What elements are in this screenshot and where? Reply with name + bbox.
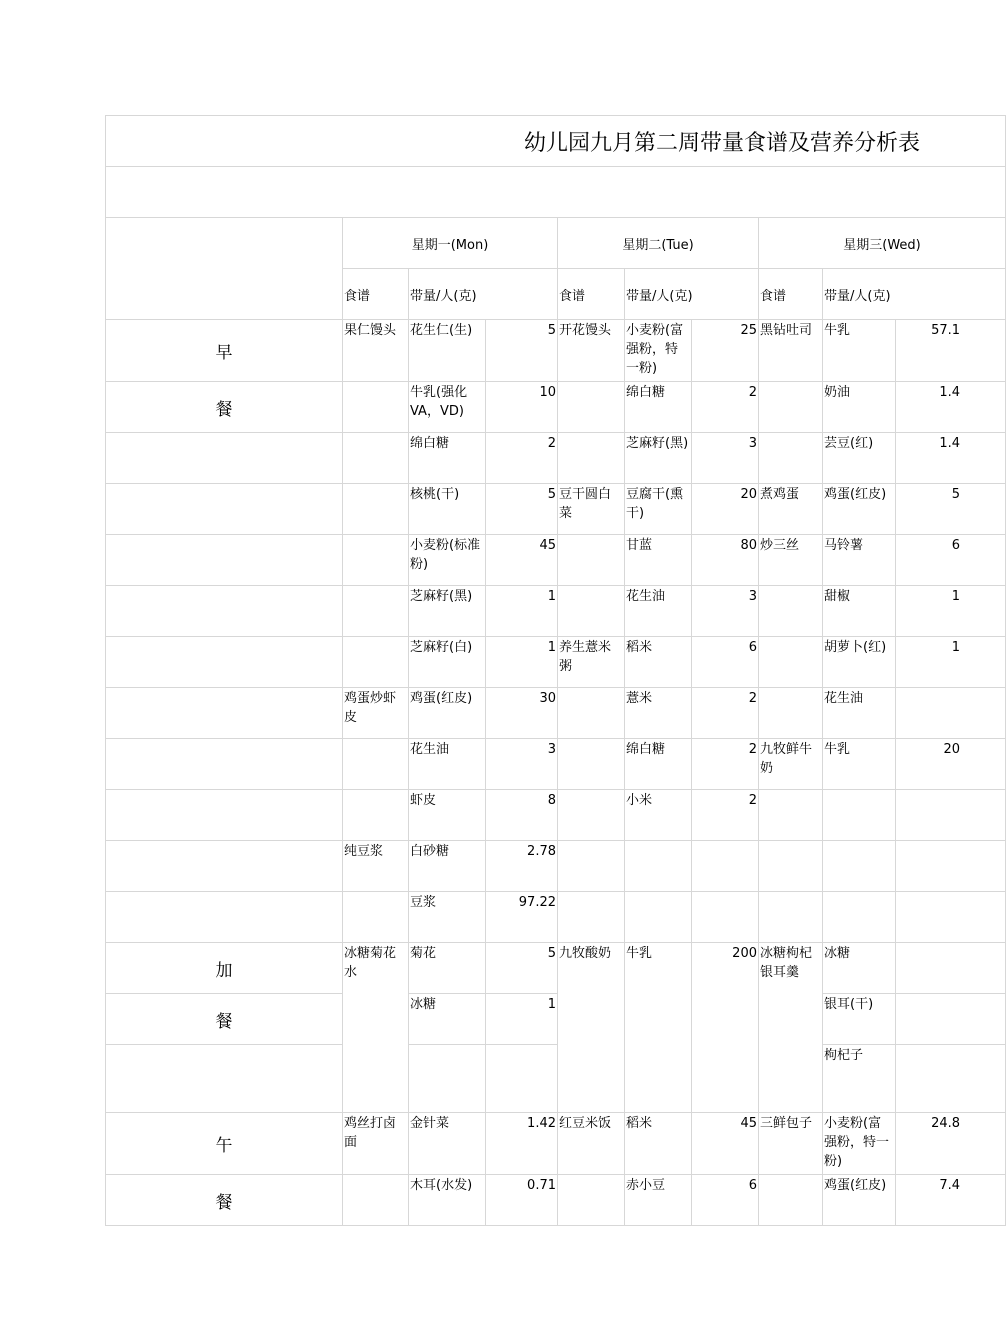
ingredient: 枸杞子 <box>823 1045 896 1113</box>
dish-name <box>558 739 625 790</box>
meal-label-lunch-1: 午 <box>106 1113 343 1175</box>
dish-name: 红豆米饭 <box>558 1113 625 1175</box>
quantity: 5 <box>896 484 1006 535</box>
dish-name <box>558 382 625 433</box>
ingredient: 稻米 <box>625 637 692 688</box>
quantity: 2 <box>692 790 759 841</box>
quantity <box>896 841 1006 892</box>
dish-name <box>558 688 625 739</box>
quantity: 6 <box>692 637 759 688</box>
col-header-amount: 带量/人(克) <box>409 269 558 320</box>
dish-name <box>759 586 823 637</box>
subtitle-empty-row <box>106 167 1006 218</box>
meal-label-breakfast-1: 早 <box>106 320 343 382</box>
corner-cell <box>106 218 343 320</box>
quantity: 200 <box>692 943 759 1113</box>
dish-name: 冰糖菊花水 <box>343 943 409 1113</box>
quantity: 80 <box>692 535 759 586</box>
meal-label-empty <box>106 535 343 586</box>
quantity: 2 <box>692 688 759 739</box>
ingredient: 小麦粉(富强粉，特一粉) <box>625 320 692 382</box>
dish-name <box>759 637 823 688</box>
quantity: 8 <box>486 790 558 841</box>
ingredient: 芝麻籽(黑) <box>625 433 692 484</box>
quantity: 57.1 <box>896 320 1006 382</box>
quantity: 6 <box>896 535 1006 586</box>
ingredient: 银耳(干) <box>823 994 896 1045</box>
dish-name: 纯豆浆 <box>343 841 409 892</box>
meal-label-lunch-2: 餐 <box>106 1175 343 1226</box>
dish-name: 黑钻吐司 <box>759 320 823 382</box>
page-title: 幼儿园九月第二周带量食谱及营养分析表 <box>106 116 1006 167</box>
meal-label-empty <box>106 586 343 637</box>
quantity: 24.8 <box>896 1113 1006 1175</box>
quantity: 1 <box>486 586 558 637</box>
dish-name <box>558 1175 625 1226</box>
quantity: 1 <box>896 586 1006 637</box>
ingredient: 绵白糖 <box>625 739 692 790</box>
quantity: 10 <box>486 382 558 433</box>
ingredient: 花生油 <box>823 688 896 739</box>
dish-name: 煮鸡蛋 <box>759 484 823 535</box>
quantity: 20 <box>896 739 1006 790</box>
dish-name: 鸡丝打卤面 <box>343 1113 409 1175</box>
dish-name: 九牧鲜牛奶 <box>759 739 823 790</box>
ingredient: 鸡蛋(红皮) <box>823 484 896 535</box>
ingredient: 金针菜 <box>409 1113 486 1175</box>
col-header-recipe: 食谱 <box>759 269 823 320</box>
menu-table <box>105 115 1006 1226</box>
ingredient: 豆浆 <box>409 892 486 943</box>
dish-name <box>759 1175 823 1226</box>
ingredient: 稻米 <box>625 1113 692 1175</box>
ingredient <box>409 1045 486 1113</box>
quantity <box>692 892 759 943</box>
dish-name: 鸡蛋炒虾皮 <box>343 688 409 739</box>
dish-name: 果仁馒头 <box>343 320 409 382</box>
meal-label-empty <box>106 739 343 790</box>
meal-label-empty <box>106 1045 343 1113</box>
dish-name <box>343 484 409 535</box>
dish-name <box>343 1175 409 1226</box>
meal-label-empty <box>106 892 343 943</box>
ingredient: 奶油 <box>823 382 896 433</box>
quantity <box>896 892 1006 943</box>
dish-name <box>343 433 409 484</box>
col-header-recipe: 食谱 <box>343 269 409 320</box>
ingredient: 冰糖 <box>409 994 486 1045</box>
dish-name <box>759 841 823 892</box>
ingredient: 绵白糖 <box>409 433 486 484</box>
dish-name: 九牧酸奶 <box>558 943 625 1113</box>
ingredient <box>625 892 692 943</box>
ingredient: 花生油 <box>409 739 486 790</box>
meal-label-empty <box>106 841 343 892</box>
quantity: 1.4 <box>896 433 1006 484</box>
quantity: 1 <box>486 637 558 688</box>
dish-name <box>759 688 823 739</box>
ingredient: 牛乳 <box>823 739 896 790</box>
meal-label-empty <box>106 688 343 739</box>
dish-name <box>558 535 625 586</box>
day-header-tue: 星期二(Tue) <box>558 218 759 269</box>
dish-name: 开花馒头 <box>558 320 625 382</box>
quantity: 2.78 <box>486 841 558 892</box>
ingredient <box>823 790 896 841</box>
quantity: 45 <box>692 1113 759 1175</box>
quantity: 2 <box>692 382 759 433</box>
quantity: 7.4 <box>896 1175 1006 1226</box>
ingredient: 花生仁(生) <box>409 320 486 382</box>
day-header-mon: 星期一(Mon) <box>343 218 558 269</box>
quantity <box>896 688 1006 739</box>
ingredient: 鸡蛋(红皮) <box>823 1175 896 1226</box>
quantity: 30 <box>486 688 558 739</box>
meal-label-snack-1: 加 <box>106 943 343 994</box>
ingredient: 冰糖 <box>823 943 896 994</box>
ingredient: 胡萝卜(红) <box>823 637 896 688</box>
ingredient: 芸豆(红) <box>823 433 896 484</box>
dish-name <box>558 586 625 637</box>
meal-label-empty <box>106 790 343 841</box>
ingredient: 甜椒 <box>823 586 896 637</box>
ingredient <box>625 841 692 892</box>
dish-name <box>558 892 625 943</box>
ingredient: 马铃薯 <box>823 535 896 586</box>
quantity: 5 <box>486 943 558 994</box>
quantity: 97.22 <box>486 892 558 943</box>
ingredient: 木耳(水发) <box>409 1175 486 1226</box>
ingredient: 甘蓝 <box>625 535 692 586</box>
ingredient: 虾皮 <box>409 790 486 841</box>
quantity: 0.71 <box>486 1175 558 1226</box>
ingredient: 核桃(干) <box>409 484 486 535</box>
quantity: 3 <box>486 739 558 790</box>
quantity <box>486 1045 558 1113</box>
quantity: 1 <box>486 994 558 1045</box>
ingredient <box>823 892 896 943</box>
ingredient: 薏米 <box>625 688 692 739</box>
ingredient: 芝麻籽(黑) <box>409 586 486 637</box>
ingredient: 牛乳(强化VA，VD) <box>409 382 486 433</box>
meal-label-snack-2: 餐 <box>106 994 343 1045</box>
dish-name <box>558 790 625 841</box>
dish-name: 三鲜包子 <box>759 1113 823 1175</box>
dish-name <box>759 382 823 433</box>
meal-label-empty <box>106 433 343 484</box>
meal-label-breakfast-2: 餐 <box>106 382 343 433</box>
dish-name <box>558 433 625 484</box>
quantity: 5 <box>486 484 558 535</box>
quantity: 2 <box>486 433 558 484</box>
ingredient: 牛乳 <box>823 320 896 382</box>
quantity <box>896 943 1006 994</box>
dish-name <box>759 433 823 484</box>
ingredient: 小麦粉(富强粉，特一粉) <box>823 1113 896 1175</box>
ingredient: 赤小豆 <box>625 1175 692 1226</box>
dish-name <box>343 382 409 433</box>
quantity <box>692 841 759 892</box>
dish-name: 豆干圆白菜 <box>558 484 625 535</box>
quantity: 3 <box>692 433 759 484</box>
ingredient: 豆腐干(熏干) <box>625 484 692 535</box>
ingredient: 牛乳 <box>625 943 692 1113</box>
dish-name <box>343 586 409 637</box>
quantity: 5 <box>486 320 558 382</box>
dish-name <box>343 790 409 841</box>
dish-name <box>343 739 409 790</box>
dish-name: 养生薏米粥 <box>558 637 625 688</box>
dish-name: 冰糖枸杞银耳羹 <box>759 943 823 1113</box>
quantity: 20 <box>692 484 759 535</box>
dish-name <box>343 637 409 688</box>
quantity: 1.42 <box>486 1113 558 1175</box>
ingredient: 花生油 <box>625 586 692 637</box>
quantity <box>896 790 1006 841</box>
ingredient: 小米 <box>625 790 692 841</box>
quantity: 1 <box>896 637 1006 688</box>
dish-name <box>759 892 823 943</box>
quantity: 2 <box>692 739 759 790</box>
quantity: 25 <box>692 320 759 382</box>
ingredient: 小麦粉(标准粉) <box>409 535 486 586</box>
meal-label-empty <box>106 484 343 535</box>
quantity: 45 <box>486 535 558 586</box>
ingredient: 白砂糖 <box>409 841 486 892</box>
ingredient <box>823 841 896 892</box>
col-header-amount: 带量/人(克) <box>823 269 1006 320</box>
quantity: 6 <box>692 1175 759 1226</box>
dish-name: 炒三丝 <box>759 535 823 586</box>
col-header-amount: 带量/人(克) <box>625 269 759 320</box>
dish-name <box>343 892 409 943</box>
dish-name <box>759 790 823 841</box>
ingredient: 绵白糖 <box>625 382 692 433</box>
ingredient: 芝麻籽(白) <box>409 637 486 688</box>
quantity <box>896 1045 1006 1113</box>
dish-name <box>343 535 409 586</box>
ingredient: 菊花 <box>409 943 486 994</box>
col-header-recipe: 食谱 <box>558 269 625 320</box>
quantity: 1.4 <box>896 382 1006 433</box>
quantity <box>896 994 1006 1045</box>
dish-name <box>558 841 625 892</box>
quantity: 3 <box>692 586 759 637</box>
meal-label-empty <box>106 637 343 688</box>
day-header-wed: 星期三(Wed) <box>759 218 1006 269</box>
ingredient: 鸡蛋(红皮) <box>409 688 486 739</box>
